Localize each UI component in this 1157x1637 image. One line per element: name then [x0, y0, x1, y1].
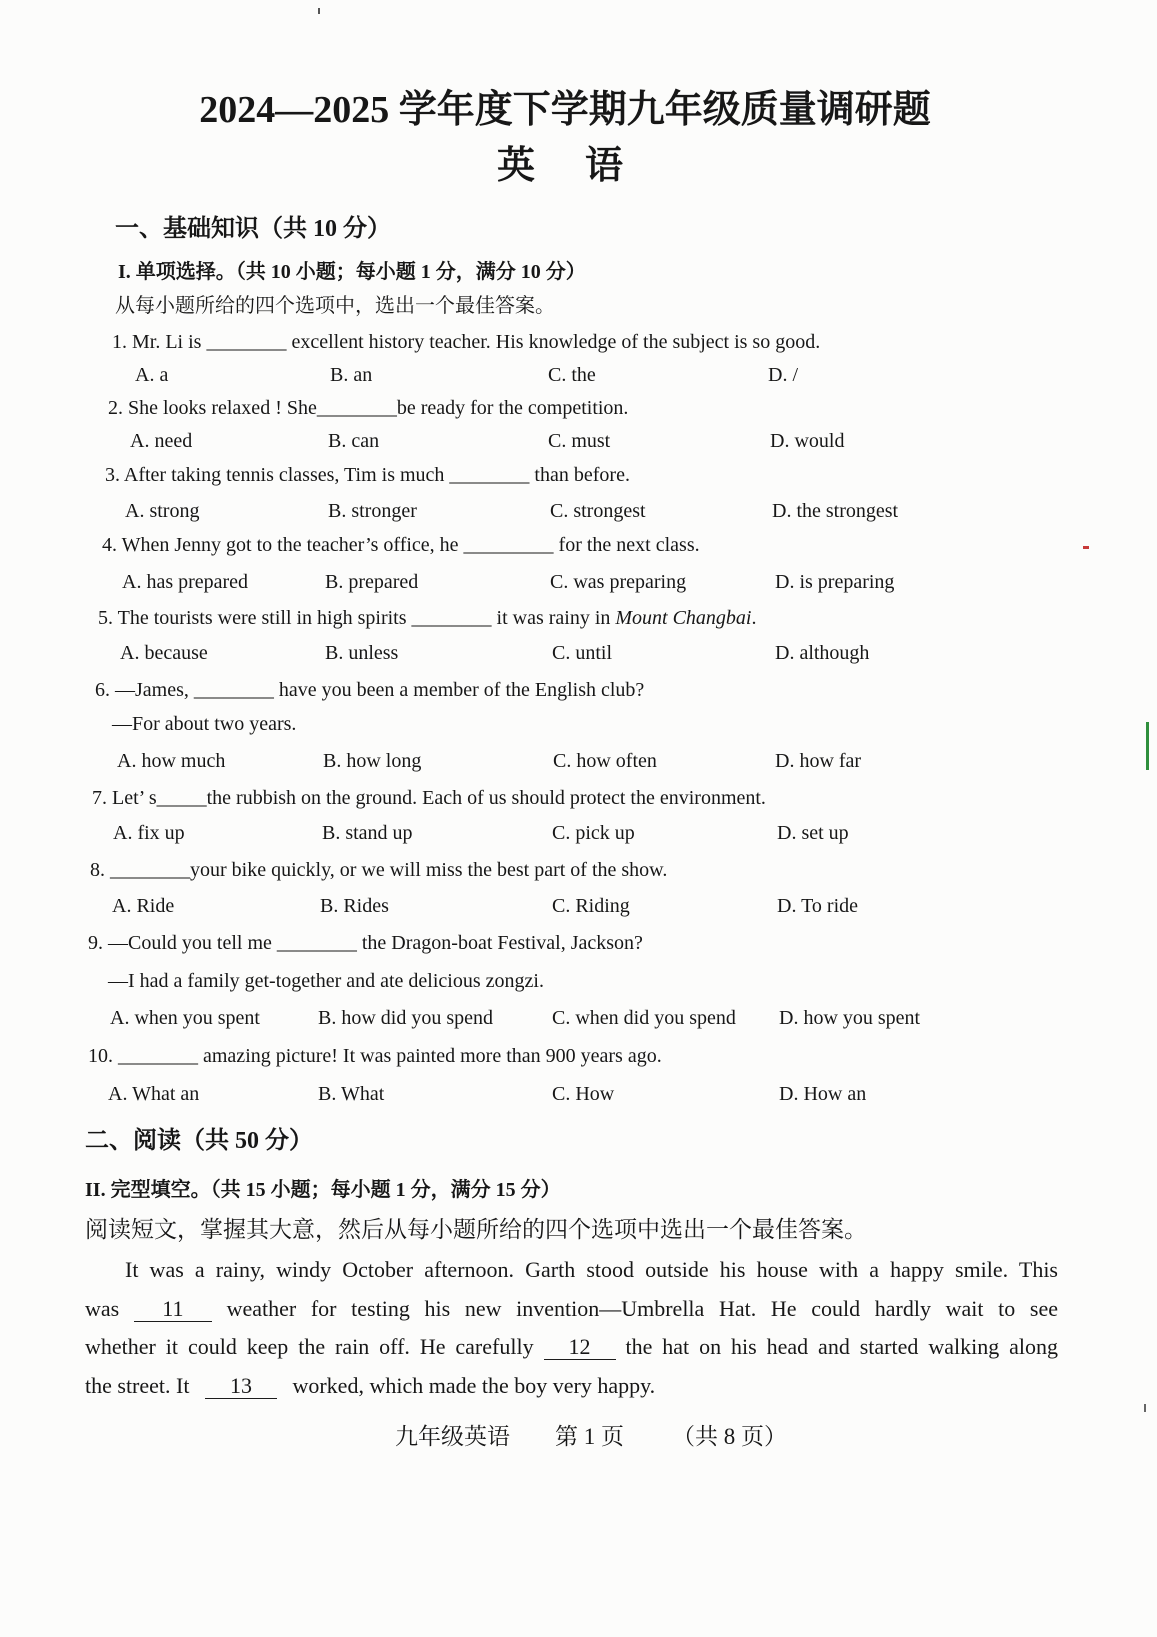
option-d: D. how you spent [779, 1007, 921, 1029]
question-stem: 2. She looks relaxed ! She________be ready for the competition. [108, 397, 629, 419]
footer-subject: 九年级英语 [395, 1424, 510, 1449]
option-b: B. prepared [325, 571, 419, 593]
option-c: C. strongest [550, 500, 646, 522]
cloze-blank: 13 [205, 1375, 277, 1399]
passage-text: the hat on his head and started walking along [625, 1334, 1059, 1359]
option-row [0, 1084, 1157, 1106]
option-a: A. has prepared [122, 571, 249, 593]
question-stem-end: . [751, 607, 757, 629]
scan-mark [318, 8, 320, 14]
option-d: D. is preparing [775, 571, 895, 593]
option-row [0, 501, 1157, 523]
option-d: D. the strongest [772, 500, 899, 522]
option-a: A. because [120, 642, 208, 664]
option-row [0, 896, 1157, 918]
option-row [0, 751, 1157, 773]
question-stem-text: 5. The tourists were still in high spirits ________ it was rainy in [98, 607, 611, 629]
scan-mark [1083, 546, 1089, 549]
dialogue-reply: —For about two years. [112, 713, 297, 735]
question-stem: 7. Let’ s_____the rubbish on the ground. Each of us should protect the environment. [92, 787, 766, 809]
question-stem: 4. When Jenny got to the teacher’s office, he _________ for the next class. [102, 534, 700, 556]
passage-text: It was a rainy, windy October afternoon. Garth stood outside his house with a happy smile. This [125, 1257, 1058, 1282]
option-b: B. Rides [320, 895, 389, 917]
option-a: A. a [135, 364, 169, 386]
cloze-blank: 12 [544, 1336, 616, 1360]
passage-text: worked, which made the boy very happy. [292, 1373, 656, 1398]
option-d: D. would [770, 430, 845, 452]
option-d: D. although [775, 642, 870, 664]
question-stem: 10. ________ amazing picture! It was painted more than 900 years ago. [88, 1045, 662, 1067]
passage-line [85, 1259, 1058, 1281]
passage-line [85, 1298, 1058, 1322]
option-c: C. pick up [552, 822, 635, 844]
option-a: A. What an [108, 1083, 200, 1105]
option-row [0, 1008, 1157, 1030]
option-d: D. To ride [777, 895, 858, 917]
option-b: B. an [330, 364, 373, 386]
dialogue-reply: —I had a family get-together and ate delicious zongzi. [108, 970, 544, 992]
option-d: D. / [768, 364, 798, 386]
section1-title: I. 单项选择。（共 10 小题；每小题 1 分，满分 10 分） [118, 261, 586, 283]
passage-text: the street. It [85, 1373, 190, 1398]
question-stem [98, 608, 757, 628]
option-a: A. fix up [113, 822, 185, 844]
place-name: Mount Changbai [615, 607, 752, 629]
option-d: D. how far [775, 750, 862, 772]
question-stem: 1. Mr. Li is ________ excellent history teacher. His knowledge of the subject is so good. [112, 331, 821, 353]
option-a: A. Ride [112, 895, 175, 917]
option-d: D. How an [779, 1083, 867, 1105]
option-b: B. What [318, 1083, 385, 1105]
footer-total-pages: （共 8 页） [672, 1424, 787, 1449]
option-c: C. Riding [552, 895, 630, 917]
passage-text: weather for testing his new invention—Umbrella Hat. He could hardly wait to see [226, 1296, 1059, 1321]
passage-line [85, 1336, 1058, 1360]
option-a: A. need [130, 430, 193, 452]
section2-title: II. 完型填空。（共 15 小题；每小题 1 分，满分 15 分） [85, 1179, 561, 1201]
question-stem: 6. —James, ________ have you been a member of the English club? [95, 679, 645, 701]
option-c: C. when did you spend [552, 1007, 736, 1029]
option-b: B. how long [323, 750, 422, 772]
section2-instruction: 阅读短文，掌握其大意，然后从每小题所给的四个选项中选出一个最佳答案。 [85, 1217, 867, 1242]
option-row [0, 823, 1157, 845]
option-c: C. how often [553, 750, 657, 772]
option-a: A. strong [125, 500, 200, 522]
question-stem: 3. After taking tennis classes, Tim is much ________ than before. [105, 464, 630, 486]
part1-heading: 一、基础知识（共 10 分） [115, 216, 391, 242]
option-b: B. can [328, 430, 380, 452]
option-c: C. was preparing [550, 571, 687, 593]
option-a: A. how much [117, 750, 226, 772]
passage-line [85, 1375, 1058, 1399]
option-c: C. until [552, 642, 613, 664]
option-c: C. must [548, 430, 611, 452]
option-b: B. how did you spend [318, 1007, 493, 1029]
question-stem: 8. ________your bike quickly, or we will miss the best part of the show. [90, 859, 668, 881]
passage-text: was [85, 1296, 120, 1321]
option-row [0, 643, 1157, 665]
cloze-blank: 11 [134, 1298, 212, 1322]
subject-title: 英 语 [496, 145, 629, 187]
scan-mark [1144, 1404, 1146, 1412]
option-b: B. stronger [328, 500, 417, 522]
exam-title: 2024—2025 学年度下学期九年级质量调研题 [199, 89, 931, 131]
option-c: C. the [548, 364, 596, 386]
section1-instruction: 从每小题所给的四个选项中，选出一个最佳答案。 [115, 295, 555, 317]
option-row [0, 365, 1157, 387]
option-row [0, 572, 1157, 594]
option-b: B. unless [325, 642, 399, 664]
footer-page-number: 第 1 页 [555, 1424, 624, 1449]
part2-heading: 二、阅读（共 50 分） [85, 1128, 313, 1154]
option-a: A. when you spent [110, 1007, 260, 1029]
question-stem: 9. —Could you tell me ________ the Dragon-boat Festival, Jackson? [88, 932, 643, 954]
option-b: B. stand up [322, 822, 413, 844]
passage-text: whether it could keep the rain off. He carefully [85, 1334, 534, 1359]
option-d: D. set up [777, 822, 849, 844]
option-c: C. How [552, 1083, 615, 1105]
option-row [0, 431, 1157, 453]
